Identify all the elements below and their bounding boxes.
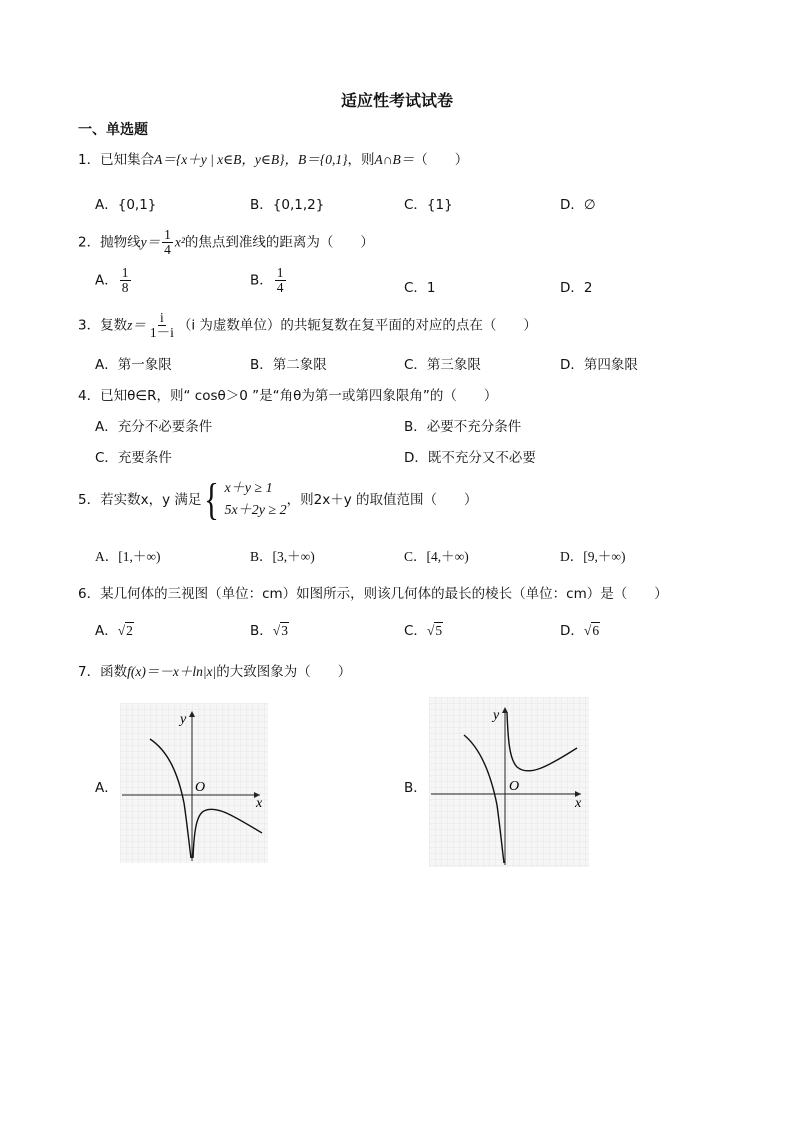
question-number: 4． [78, 388, 101, 404]
question-text: 已知θ∈R，则“ cosθ＞0 ”是“角θ为第一或第四象限角”的（ ） [100, 388, 498, 404]
option-a: A．{0,1} [95, 197, 157, 213]
sqrt-icon: √6 [583, 623, 600, 638]
question-text: 的大致图象为（ ） [216, 664, 352, 680]
option-b: B．必要不充分条件 [404, 419, 522, 435]
graph-option-a [120, 703, 268, 863]
option-c: C．充要条件 [95, 450, 172, 466]
option-b: B．{0,1,2} [250, 197, 325, 213]
option-c: C．[4,＋∞) [404, 549, 469, 564]
question-1 [78, 148, 468, 168]
question-text: ，则 [347, 152, 375, 168]
question-number: 2． [78, 234, 101, 251]
question-6 [78, 582, 668, 602]
math-expression: A＝{x＋y | x∈B，y∈B}，B＝{0,1} [154, 152, 348, 167]
question-5 [78, 475, 478, 524]
question-3 [78, 311, 537, 340]
option-d: D．既不充分又不必要 [404, 450, 536, 466]
option-a: A． $\frac{1}{8}$ [95, 265, 129, 296]
graph-option-b [429, 697, 589, 867]
fraction: $\frac{i}{1-i}$ [149, 310, 174, 341]
option-a-label: A． [95, 780, 118, 796]
brace-icon: { [204, 475, 220, 524]
sqrt-icon: √2 [117, 623, 133, 638]
question-text: ，则2x＋y 的取值范围（ ） [286, 492, 478, 508]
answer-paren: （ ） [414, 152, 469, 168]
question-number: 7． [78, 664, 101, 680]
section-heading: 一、单选题 [78, 122, 148, 138]
x-axis-label: x [575, 796, 582, 811]
question-text: 函数 [100, 664, 128, 680]
question-4 [78, 384, 497, 404]
origin-label: O [509, 779, 520, 794]
question-text: 若实数x，y 满足 [100, 492, 202, 508]
option-b: B．第二象限 [250, 357, 327, 373]
option-a: A．√2 [95, 623, 133, 639]
question-text: 的焦点到准线的距离为（ ） [184, 234, 374, 251]
option-a: A．第一象限 [95, 357, 172, 373]
y-axis-label: y [180, 712, 187, 727]
option-b-label: B． [404, 780, 427, 796]
math-expression: z＝ [127, 317, 146, 333]
inequality-system: { x＋y ≥ 1 5x＋2y ≥ 2 [204, 475, 287, 524]
question-text: 某几何体的三视图（单位：cm）如图所示，则该几何体的最长的棱长（单位：cm）是（ ） [100, 586, 668, 602]
option-b: B． $\frac{1}{4}$ [250, 265, 284, 296]
question-number: 3． [78, 317, 101, 334]
option-d: D．[9,＋∞) [560, 549, 626, 564]
x-axis-label: x [256, 796, 263, 811]
y-axis-label: y [493, 708, 500, 723]
option-c: C．√5 [404, 623, 443, 639]
fraction: $\frac{1}{4}$ [164, 227, 171, 258]
question-text: （i 为虚数单位）的共轭复数在复平面的对应的点在（ ） [177, 317, 537, 334]
question-text: 抛物线 [100, 234, 141, 251]
option-d: D．√6 [560, 623, 600, 639]
math-expression: A∩B＝ [374, 152, 415, 167]
question-text: 复数 [100, 317, 128, 334]
question-2 [78, 228, 374, 257]
option-b: B．[3,＋∞) [250, 549, 315, 564]
sqrt-icon: √5 [426, 623, 443, 638]
question-number: 6． [78, 586, 101, 602]
option-d: D．∅ [560, 197, 596, 213]
option-c: C．{1} [404, 197, 453, 213]
page-title: 适应性考试试卷 [340, 91, 453, 110]
sqrt-icon: √3 [272, 623, 288, 638]
option-c: C．第三象限 [404, 357, 481, 373]
question-number: 5． [78, 492, 101, 508]
origin-label: O [195, 780, 206, 795]
question-number: 1． [78, 152, 101, 168]
math-expression: x² [174, 234, 185, 250]
option-d: D．2 [560, 280, 593, 296]
question-7 [78, 660, 351, 680]
fraction: $\frac{1}{4}$ [276, 265, 284, 296]
option-d: D．第四象限 [560, 357, 638, 373]
fraction: $\frac{1}{8}$ [121, 265, 129, 296]
math-expression: f(x)＝－x＋ln|x| [127, 664, 217, 679]
option-c: C．1 [404, 280, 436, 296]
option-b: B．√3 [250, 623, 288, 639]
math-expression: y＝ [140, 234, 161, 250]
option-a: A．充分不必要条件 [95, 419, 213, 435]
option-a: A．[1,＋∞) [95, 549, 161, 564]
question-text: 已知集合 [100, 152, 155, 168]
